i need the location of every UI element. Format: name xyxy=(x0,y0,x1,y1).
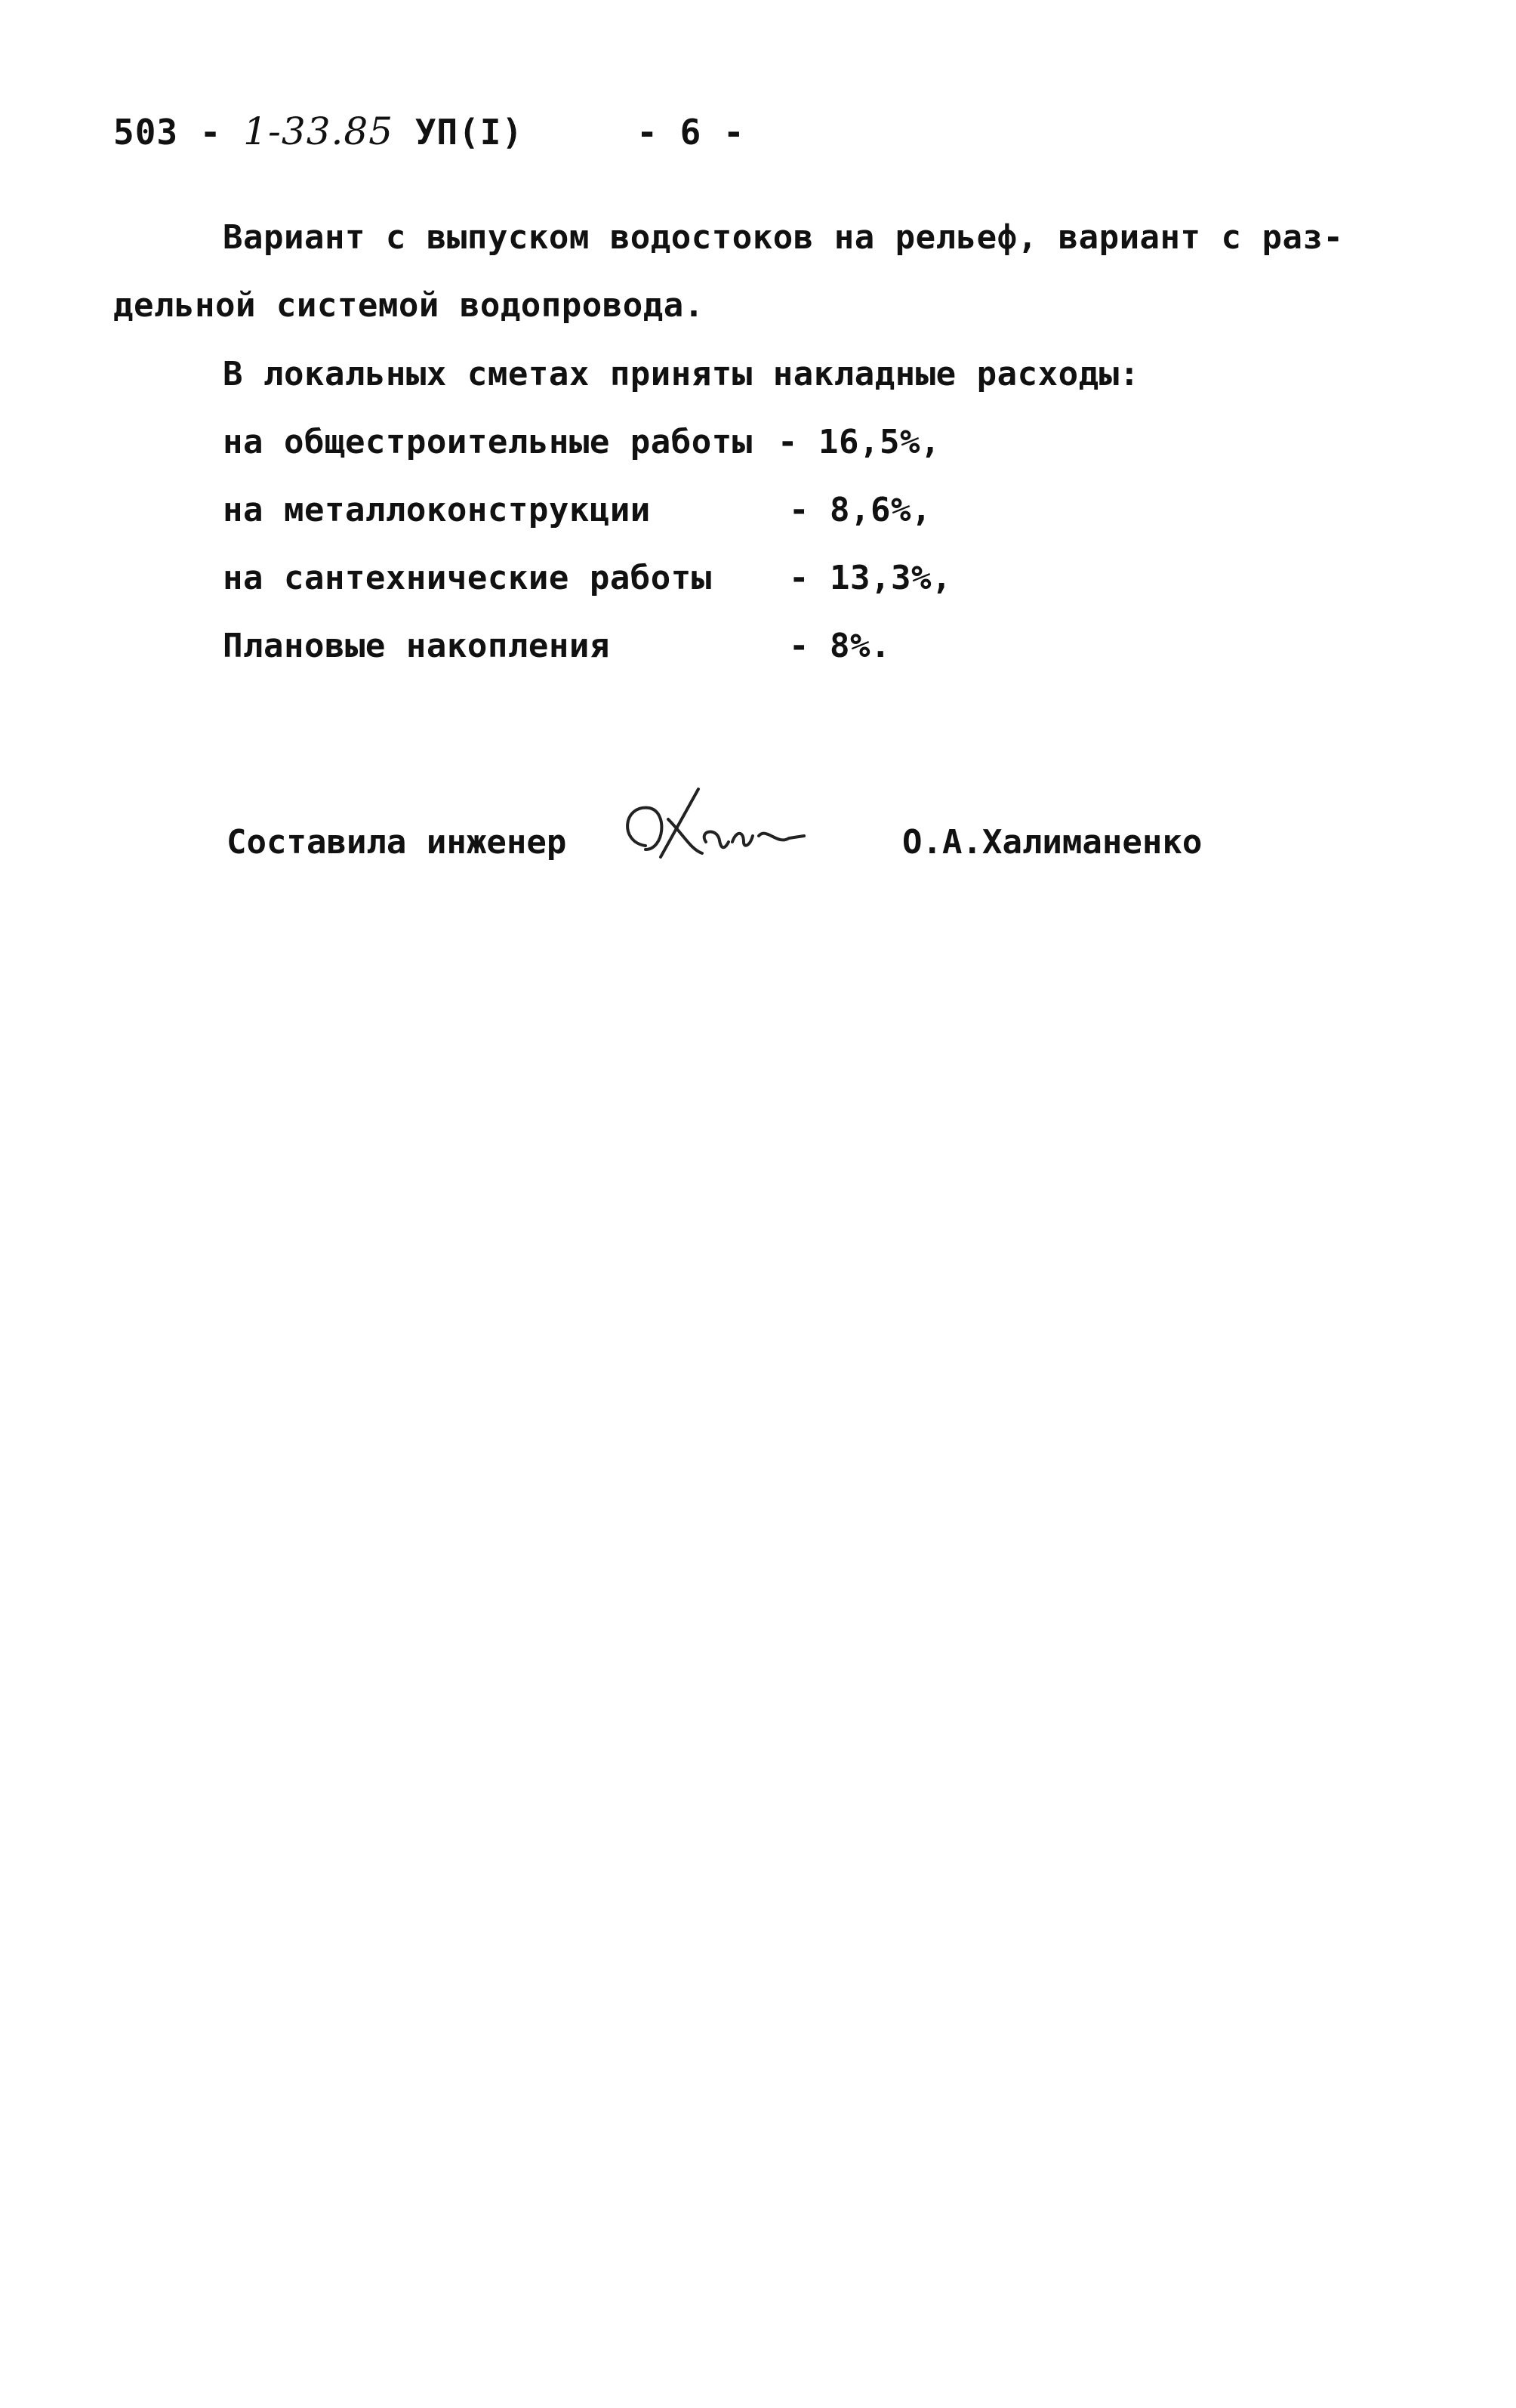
overhead-item-value: - 16,5%, xyxy=(778,423,941,461)
overhead-item-value: - 13,3%, xyxy=(789,559,952,597)
signature-label: Составила инженер xyxy=(226,823,567,862)
intro-line-1: Вариант с выпуском водостоков на рельеф, вариант с раз- xyxy=(223,218,1344,257)
header-suffix: УП(I) xyxy=(393,112,524,153)
overhead-item-label: на сантехнические работы xyxy=(223,559,712,597)
page-number: - 6 - xyxy=(636,112,745,153)
overhead-item-label: Плановые накопления xyxy=(223,627,610,665)
overhead-heading: В локальных сметах приняты накладные расходы: xyxy=(223,355,1140,393)
overhead-item-value: - 8,6%, xyxy=(789,491,932,529)
handwritten-signature xyxy=(615,774,812,880)
header-prefix: 503 - xyxy=(113,112,244,153)
intro-line-2: дельной системой водопровода. xyxy=(113,286,704,325)
overhead-item-label: на общестроительные работы xyxy=(223,423,753,461)
intro-paragraph xyxy=(113,204,1343,340)
overhead-item-label: на металлоконструкции xyxy=(223,491,651,529)
header-handwritten-number: 1-33.85 xyxy=(243,109,394,153)
signatory-name: О.А.Халиманенко xyxy=(902,823,1203,862)
overhead-item-value: - 8%. xyxy=(789,627,891,665)
document-header xyxy=(113,109,745,153)
